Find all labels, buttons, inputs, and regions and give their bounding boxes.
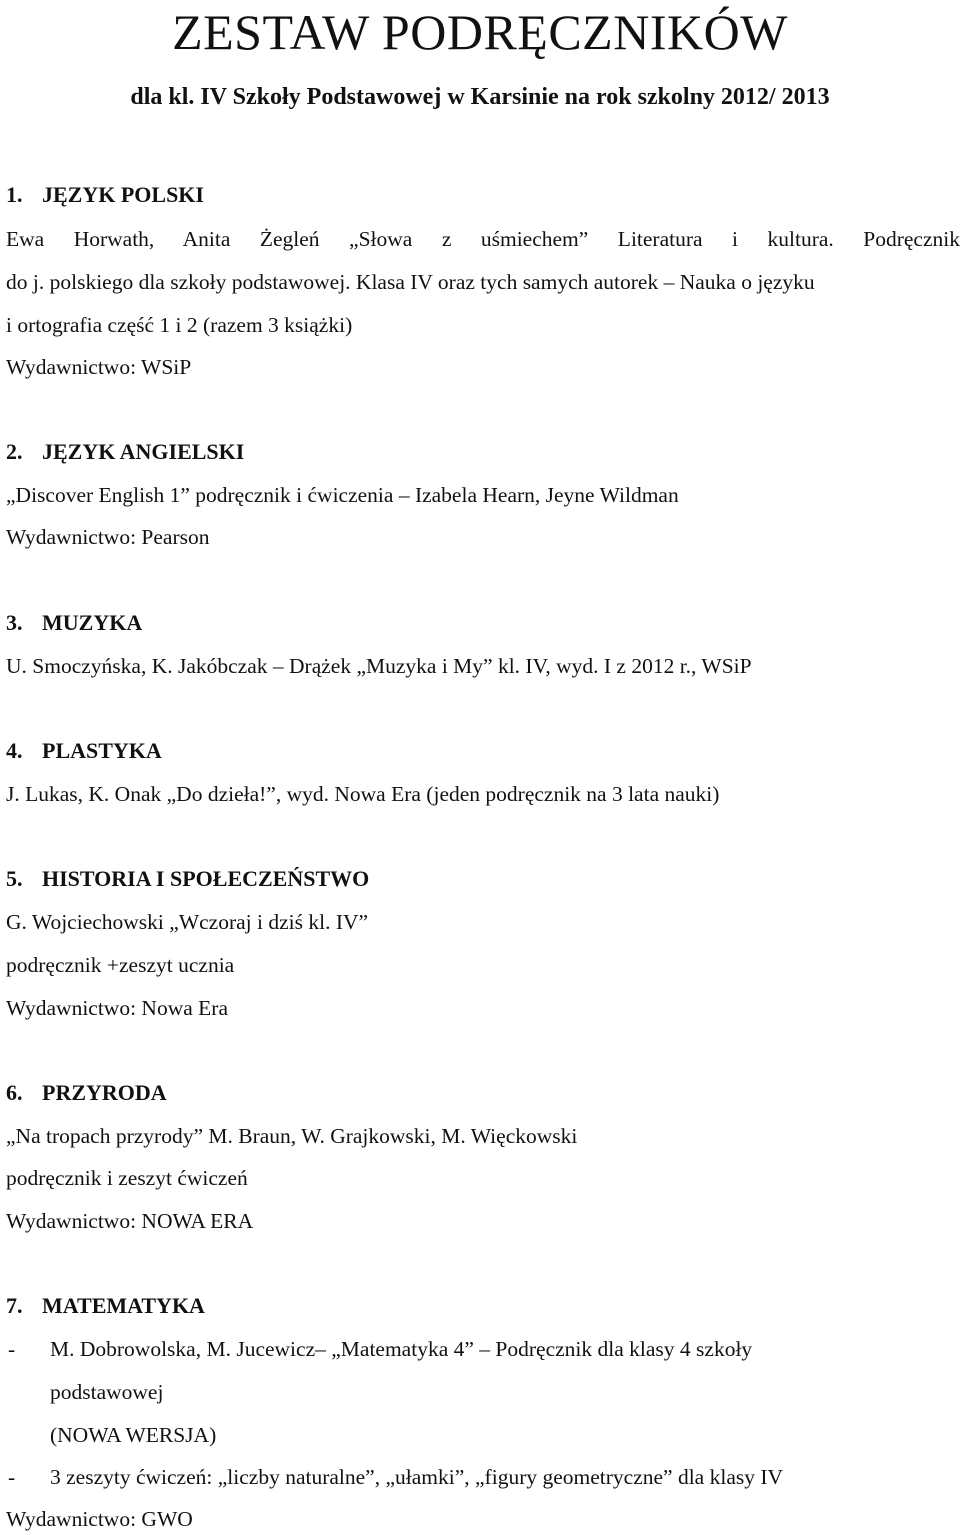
section-heading-angielski <box>6 437 244 467</box>
section-line: podręcznik i zeszyt ćwiczeń <box>6 1166 248 1190</box>
publisher-line: Wydawnictwo: GWO <box>6 1507 193 1531</box>
section-line: G. Wojciechowski „Wczoraj i dziś kl. IV” <box>6 910 369 934</box>
section-number: 5. <box>6 866 23 891</box>
section-number: 2. <box>6 439 23 464</box>
section-line: 3 zeszyty ćwiczeń: „liczby naturalne”, „ułamki”, „figury geometryczne” dla klasy IV <box>50 1465 784 1489</box>
section-line: „Discover English 1” podręcznik i ćwiczenia – Izabela Hearn, Jeyne Wildman <box>6 483 679 507</box>
section-line: podstawowej <box>50 1380 164 1404</box>
section-line: i ortografia część 1 i 2 (razem 3 książki) <box>6 313 353 337</box>
section-number: 4. <box>6 738 23 763</box>
section-number: 6. <box>6 1080 23 1105</box>
publisher-line: Wydawnictwo: NOWA ERA <box>6 1209 254 1233</box>
section-name: HISTORIA I SPOŁECZEŃSTWO <box>42 866 370 891</box>
section-line: Ewa Horwath, Anita Żegleń „Słowa z uśmiechem” Literatura i kultura. Podręcznik <box>6 227 960 251</box>
section-heading-matematyka <box>6 1291 205 1321</box>
section-name: JĘZYK ANGIELSKI <box>42 439 245 464</box>
list-dash: - <box>8 1465 16 1489</box>
document-subtitle: dla kl. IV Szkoły Podstawowej w Karsinie na rok szkolny 2012/ 2013 <box>130 84 830 110</box>
section-heading-historia <box>6 864 369 894</box>
section-heading-muzyka <box>6 608 142 638</box>
section-heading-plastyka <box>6 736 162 766</box>
section-line: „Na tropach przyrody” M. Braun, W. Grajkowski, M. Więckowski <box>6 1124 578 1148</box>
section-name: PRZYRODA <box>42 1080 167 1105</box>
document-title: ZESTAW PODRĘCZNIKÓW <box>172 4 788 60</box>
section-name: MUZYKA <box>42 610 143 635</box>
section-line: podręcznik +zeszyt ucznia <box>6 953 235 977</box>
section-line: M. Dobrowolska, M. Jucewicz– „Matematyka 4” – Podręcznik dla klasy 4 szkoły <box>50 1337 753 1361</box>
publisher-line: Wydawnictwo: Nowa Era <box>6 996 228 1020</box>
list-dash: - <box>8 1337 16 1361</box>
section-number: 3. <box>6 610 23 635</box>
section-heading-polski <box>6 180 204 210</box>
section-number: 1. <box>6 182 23 207</box>
section-heading-przyroda <box>6 1078 167 1108</box>
section-name: MATEMATYKA <box>42 1293 205 1318</box>
section-name: JĘZYK POLSKI <box>42 182 204 207</box>
section-line: U. Smoczyńska, K. Jakóbczak – Drążek „Muzyka i My” kl. IV, wyd. I z 2012 r., WSiP <box>6 654 752 678</box>
section-line: (NOWA WERSJA) <box>50 1423 217 1447</box>
publisher-line: Wydawnictwo: WSiP <box>6 355 192 379</box>
section-name: PLASTYKA <box>42 738 162 763</box>
section-number: 7. <box>6 1293 23 1318</box>
section-line: do j. polskiego dla szkoły podstawowej. Klasa IV oraz tych samych autorek – Nauka o języku <box>6 270 815 294</box>
publisher-line: Wydawnictwo: Pearson <box>6 525 210 549</box>
section-line: J. Lukas, K. Onak „Do dzieła!”, wyd. Nowa Era (jeden podręcznik na 3 lata nauki) <box>6 782 720 806</box>
